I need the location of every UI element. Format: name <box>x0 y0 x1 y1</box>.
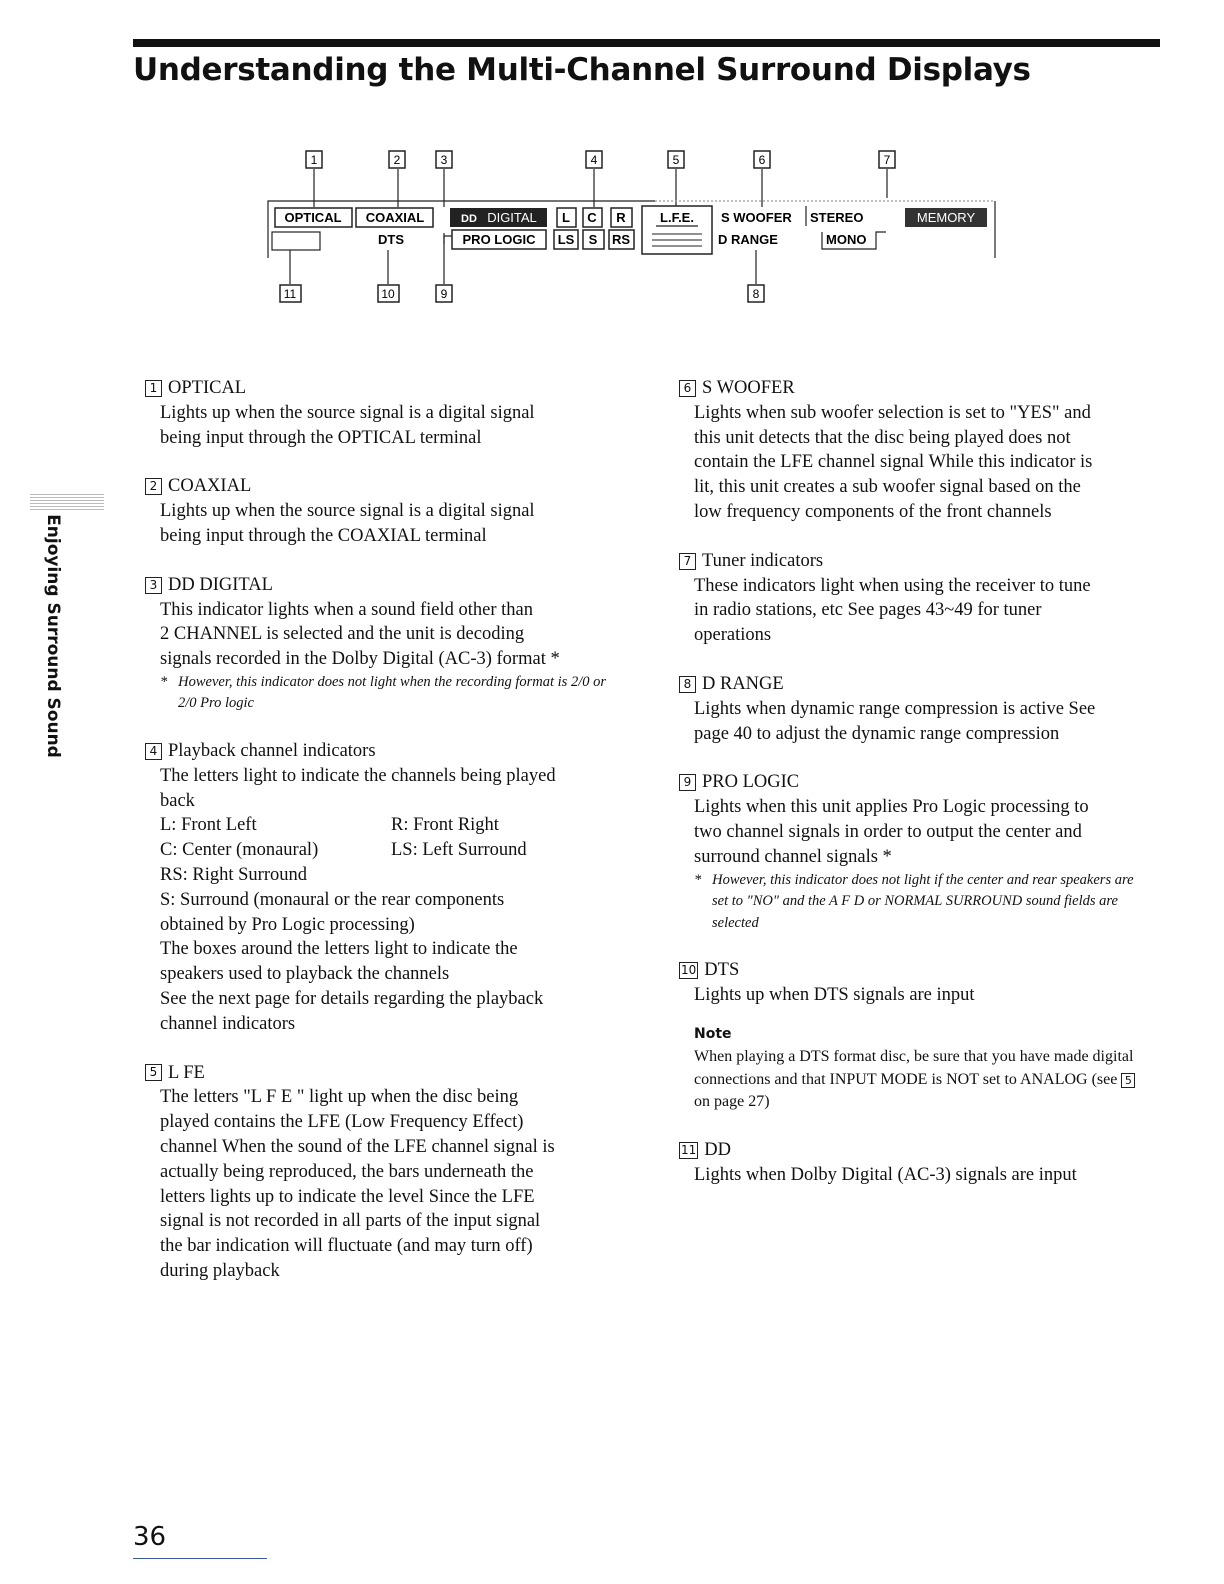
entry-title: DTS <box>704 960 740 981</box>
callout-11 <box>280 285 301 302</box>
callout-3-label: 3 <box>440 153 448 167</box>
entry-line: Lights when sub woofer selection is set to "YES" and <box>694 402 1091 423</box>
entry-coaxial <box>145 474 615 548</box>
entry-dts <box>679 958 1149 1114</box>
callout-1 <box>306 151 322 168</box>
dolby-digital-indicator <box>450 208 547 227</box>
svg-text:RS: RS <box>611 232 631 247</box>
entry-line: being input through the COAXIAL terminal <box>160 525 487 546</box>
side-section-label: Enjoying Surround Sound <box>43 514 63 758</box>
entry-line: This indicator lights when a sound field other than <box>160 599 534 620</box>
entry-line: Lights up when the source signal is a digital signal <box>160 402 535 423</box>
callout-3 <box>436 151 452 168</box>
entry-dd-digital <box>145 573 615 715</box>
footnote: * However, this indicator does not light when the recording format is 2/0 or 2/0 Pro logic <box>160 673 606 712</box>
entry-title: PRO LOGIC <box>702 772 800 793</box>
entry-line: being input through the OPTICAL terminal <box>160 427 482 448</box>
entry-title: D RANGE <box>702 673 784 694</box>
entry-line: speakers used to playback the channels <box>160 964 450 985</box>
item-number: 8 <box>679 676 696 693</box>
callout-5-label: 5 <box>672 153 680 167</box>
svg-text:S: S <box>588 232 598 247</box>
pro-logic-text: PRO LOGIC <box>462 232 536 247</box>
channel-pair-row: C: Center (monaural) LS: Left Surround <box>160 840 527 861</box>
svg-text:C: C <box>587 210 597 225</box>
memory-text: MEMORY <box>916 210 976 225</box>
channel-pair-row: L: Front Left R: Front Right <box>160 815 499 836</box>
svg-text:R: R <box>616 210 626 225</box>
item-number: 3 <box>145 577 162 594</box>
entry-title: COAXIAL <box>168 476 252 497</box>
entry-line: These indicators light when using the receiver to tune <box>694 575 1091 596</box>
item-number: 6 <box>679 380 696 397</box>
note-ref-number: 5 <box>1121 1073 1135 1088</box>
entry-s-woofer <box>679 376 1149 525</box>
callout-1-label: 1 <box>310 153 318 167</box>
entry-line: the bar indication will fluctuate (and may turn off) <box>160 1236 533 1257</box>
page-title: Understanding the Multi-Channel Surround Displays <box>133 52 1031 88</box>
item-number: 5 <box>145 1064 162 1081</box>
entry-title: S WOOFER <box>702 378 795 398</box>
entry-title: Tuner indicators <box>702 550 824 571</box>
entry-optical <box>145 376 615 450</box>
callout-10 <box>378 285 399 302</box>
entry-line: actually being reproduced, the bars underneath the <box>160 1161 534 1182</box>
entry-line: operations <box>694 625 772 646</box>
mono-text: MONO <box>826 232 867 247</box>
callout-4-label: 4 <box>590 153 598 167</box>
coaxial-text: COAXIAL <box>365 210 425 225</box>
entry-line: during playback <box>160 1260 280 1281</box>
footnote: * However, this indicator does not light if the center and rear speakers are set to "NO" and the A F D or NORMAL SURROUND sound fields are selected <box>694 871 1134 931</box>
entry-line: See the next page for details regarding the playback <box>160 988 544 1009</box>
stereo-text: STEREO <box>810 210 864 225</box>
coaxial-indicator <box>356 208 433 227</box>
callout-8-label: 8 <box>752 287 760 301</box>
display-panel-diagram <box>0 0 1224 330</box>
callout-8 <box>748 285 764 302</box>
item-number: 1 <box>145 380 162 397</box>
entry-line: signal is not recorded in all parts of the input signal <box>160 1211 541 1232</box>
callout-9 <box>436 285 452 302</box>
entry-line: this unit detects that the disc being played does not <box>694 427 1071 448</box>
entry-line: Lights up when DTS signals are input <box>694 984 975 1005</box>
callout-7-label: 7 <box>883 153 891 167</box>
entry-line: The letters "L F E " light up when the disc being <box>160 1087 519 1108</box>
item-number: 2 <box>145 478 162 495</box>
page-number-underline <box>133 1558 267 1559</box>
callout-10-label: 10 <box>381 287 395 301</box>
channel-ls <box>554 230 578 249</box>
entry-line: RS: Right Surround <box>160 864 307 885</box>
entry-d-range <box>679 672 1149 746</box>
entry-line: page 40 to adjust the dynamic range compression <box>694 723 1060 744</box>
note-body: When playing a DTS format disc, be sure that you have made digital connections and that INPUT MODE is NOT set to ANALOG (see 5 on page 27) <box>694 1048 1134 1111</box>
callout-2 <box>389 151 405 168</box>
entry-line: Lights up when the source signal is a digital signal <box>160 501 535 522</box>
callout-7 <box>879 151 895 168</box>
entry-line: Lights when this unit applies Pro Logic processing to <box>694 797 1089 818</box>
dts-text: DTS <box>378 232 404 247</box>
right-column <box>679 376 1149 1212</box>
entry-line: S: Surround (monaural or the rear components <box>160 889 505 910</box>
s-woofer-text: S WOOFER <box>721 210 792 225</box>
optical-text: OPTICAL <box>284 210 342 225</box>
callout-11-label: 11 <box>283 287 297 301</box>
entry-line: lit, this unit creates a sub woofer signal based on the <box>694 477 1081 498</box>
item-number: 4 <box>145 743 162 760</box>
entry-line: contain the LFE channel signal While this indicator is <box>694 452 1093 473</box>
entry-line: letters lights up to indicate the level Since the LFE <box>160 1186 535 1207</box>
entry-line: two channel signals in order to output the center and <box>694 821 1082 842</box>
entry-line: obtained by Pro Logic processing) <box>160 914 415 935</box>
entry-line: channel When the sound of the LFE channel signal is <box>160 1136 555 1157</box>
entry-title: Playback channel indicators <box>168 740 376 761</box>
item-number: 10 <box>681 962 697 977</box>
entry-tuner-indicators <box>679 549 1149 648</box>
channel-rs <box>609 230 634 249</box>
entry-title: DD DIGITAL <box>168 574 273 595</box>
note-title: Note <box>694 1025 732 1042</box>
item-number: 11 <box>681 1142 697 1157</box>
channel-s <box>583 230 604 249</box>
entry-line: Lights when dynamic range compression is active See <box>694 698 1096 719</box>
entry-line: channel indicators <box>160 1013 296 1034</box>
callout-5 <box>668 151 684 168</box>
left-column <box>145 376 615 1308</box>
callout-4 <box>586 151 602 168</box>
entry-title: OPTICAL <box>168 378 247 398</box>
entry-line: back <box>160 790 195 811</box>
channel-r <box>611 208 632 227</box>
callout-9-label: 9 <box>440 287 448 301</box>
entry-pro-logic <box>679 770 1149 934</box>
entry-dd <box>679 1138 1149 1188</box>
lfe-indicator <box>642 206 712 254</box>
entry-title: L FE <box>168 1062 205 1083</box>
page-number: 36 <box>133 1522 167 1552</box>
callout-2-label: 2 <box>393 153 401 167</box>
memory-indicator <box>905 208 987 227</box>
item-number: 7 <box>679 553 696 570</box>
dd-symbol: DD <box>461 213 477 225</box>
entry-line: played contains the LFE (Low Frequency Effect) <box>160 1112 524 1133</box>
entry-line: The letters light to indicate the channels being played <box>160 765 556 786</box>
side-tab-marker <box>30 492 104 510</box>
entry-lfe <box>145 1061 615 1284</box>
callout-6-label: 6 <box>758 153 766 167</box>
entry-line: Lights when Dolby Digital (AC-3) signals are input <box>694 1164 1077 1185</box>
callout-6 <box>754 151 770 168</box>
entry-playback-channel <box>145 739 615 1037</box>
svg-text:L: L <box>562 210 570 225</box>
svg-text:LS: LS <box>557 232 575 247</box>
lfe-text: L.F.E. <box>660 210 694 225</box>
d-range-text: D RANGE <box>718 232 778 247</box>
entry-line: surround channel signals * <box>694 846 892 867</box>
digital-text: DIGITAL <box>487 210 537 225</box>
pro-logic-indicator <box>452 230 546 249</box>
item-number: 9 <box>679 774 696 791</box>
entry-line: low frequency components of the front channels <box>694 501 1052 522</box>
entry-line: in radio stations, etc See pages 43~49 for tuner <box>694 600 1042 621</box>
entry-line: signals recorded in the Dolby Digital (AC-3) format * <box>160 649 560 670</box>
entry-title: DD <box>704 1139 732 1160</box>
optical-indicator <box>275 208 352 227</box>
channel-c <box>583 208 602 227</box>
entry-line: 2 CHANNEL is selected and the unit is decoding <box>160 624 525 645</box>
channel-l <box>557 208 576 227</box>
entry-line: The boxes around the letters light to indicate the <box>160 939 518 960</box>
